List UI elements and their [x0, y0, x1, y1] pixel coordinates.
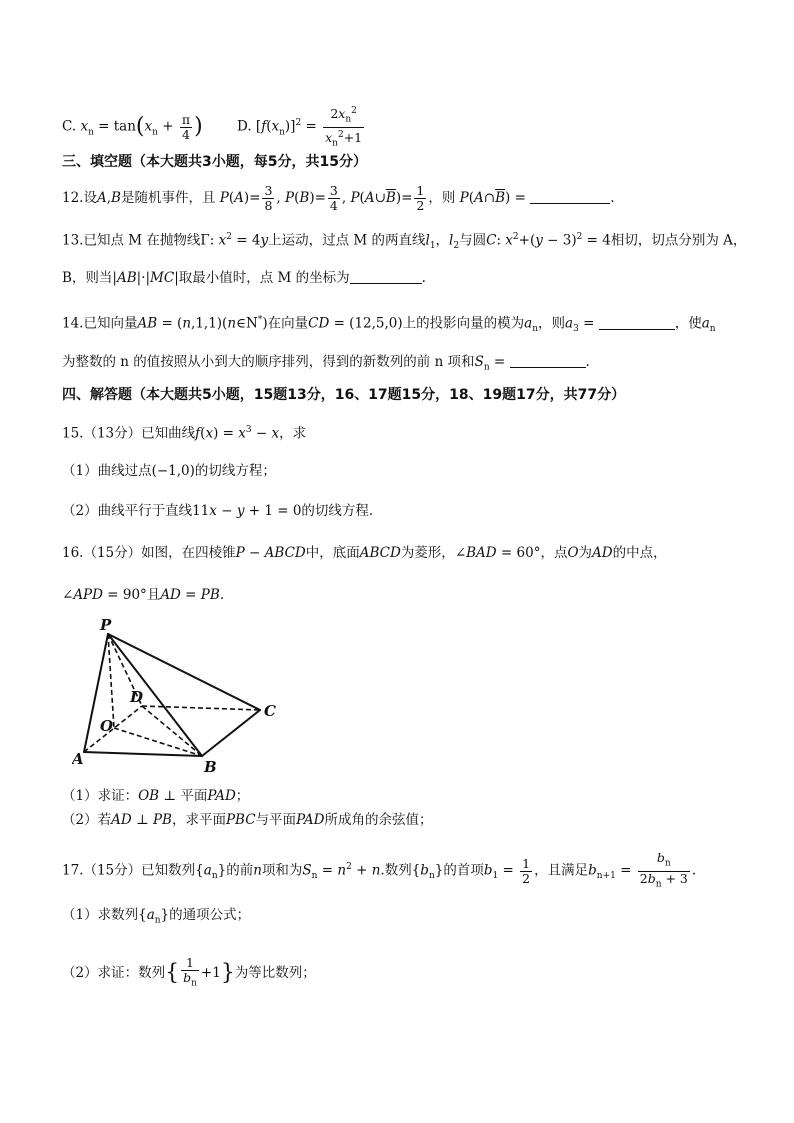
question-13-cont: B，则当|AB|·|MC|取最小值时，点 M 的坐标为 . [62, 270, 426, 286]
section-4-title: 四、解答题（本大题共5小题，15题13分，16、17题15分，18、19题17分，共77分） [62, 387, 626, 403]
vertex-label-c: C [264, 702, 276, 720]
vertex-label-a: A [72, 750, 84, 768]
vertex-label-b: B [204, 758, 217, 776]
question-16-cont: ∠APD = 90°且AD = PB. [62, 587, 225, 603]
vertex-label-d: D [130, 688, 144, 706]
question-16-1: （1）求证：OB ⊥ 平面PAD； [62, 788, 250, 804]
question-17: 17.（15分）已知数列$\{a_n\}$的前n项和为$S_n = n^2 + n$.数列$\{b_n\}$的首项$b_1$ = $\frac{1}{2}$ ，且满足$b_{n+1}$ = $\frac{b_n}{2b_n + 3}$ . [62, 850, 697, 889]
vertex-label-o: O [100, 717, 114, 735]
question-15-2: （2）曲线平行于直线11x − y + 1 = 0的切线方程. [62, 503, 374, 519]
question-14-cont: 为整数的 n 的值按照从小到大的顺序排列，得到的新数列的前 n 项和$S_n$ = . [62, 354, 590, 373]
question-17-2: （2）求证：数列{ $\frac{1}{b_n}$ +1}为等比数列； [62, 955, 316, 989]
answer-blank-13[interactable] [350, 269, 422, 284]
question-15-1: （1）曲线过点(−1,0)的切线方程； [62, 463, 276, 479]
question-16: 16.（15分）如图，在四棱锥P − ABCD中，底面ABCD为菱形，∠BAD = 60°，点O为AD的中点， [62, 545, 667, 561]
answer-blank-14b[interactable] [510, 353, 586, 368]
question-16-2: （2）若AD ⊥ PB，求平面PBC与平面PAD所成角的余弦值； [62, 812, 433, 828]
vertex-label-p: P [100, 618, 112, 634]
question-17-1: （1）求数列$\{a_n\}$的通项公式； [62, 907, 251, 926]
option-c-d: C. $x_n = \tan(x_n$ + $\frac{\pi}{4}$ ) D. $[f(x_n)]^2$ = $\frac{2x_n^2}{x_n^2+1}$ [62, 106, 363, 149]
pyramid-figure [72, 618, 292, 778]
answer-blank-12[interactable] [530, 189, 610, 204]
answer-blank-14a[interactable] [599, 315, 675, 330]
question-13: 13.已知点 M 在抛物线Γ: $x^2 = 4y$上运动，过点 M 的两直线$l_1$，$l_2$与圆C: $x^2+(y - 3)^2 = 4$相切，切点分别为 A， [62, 232, 747, 252]
question-15: 15.（13分）已知曲线$f(x) = x^3 - x$，求 [62, 425, 307, 442]
question-12: 12.设A,B是随机事件，且 P(A)= $\frac{3}{8}$ , P(B)= $\frac{3}{4}$ , $P(A\cup\overline{B})=$ $\frac{1}{2}$ ，则 $P(A\cap\overline{B})$ = . [62, 183, 615, 213]
section-3-title: 三、填空题（本大题共3小题，每5分，共15分） [62, 154, 367, 170]
question-14: 14.已知向量AB = (n,1,1)(n∈N*)在向量CD = (12,5,0)上的投影向量的模为$a_n$，则$a_3$ = ，使$a_n$ [62, 315, 716, 335]
